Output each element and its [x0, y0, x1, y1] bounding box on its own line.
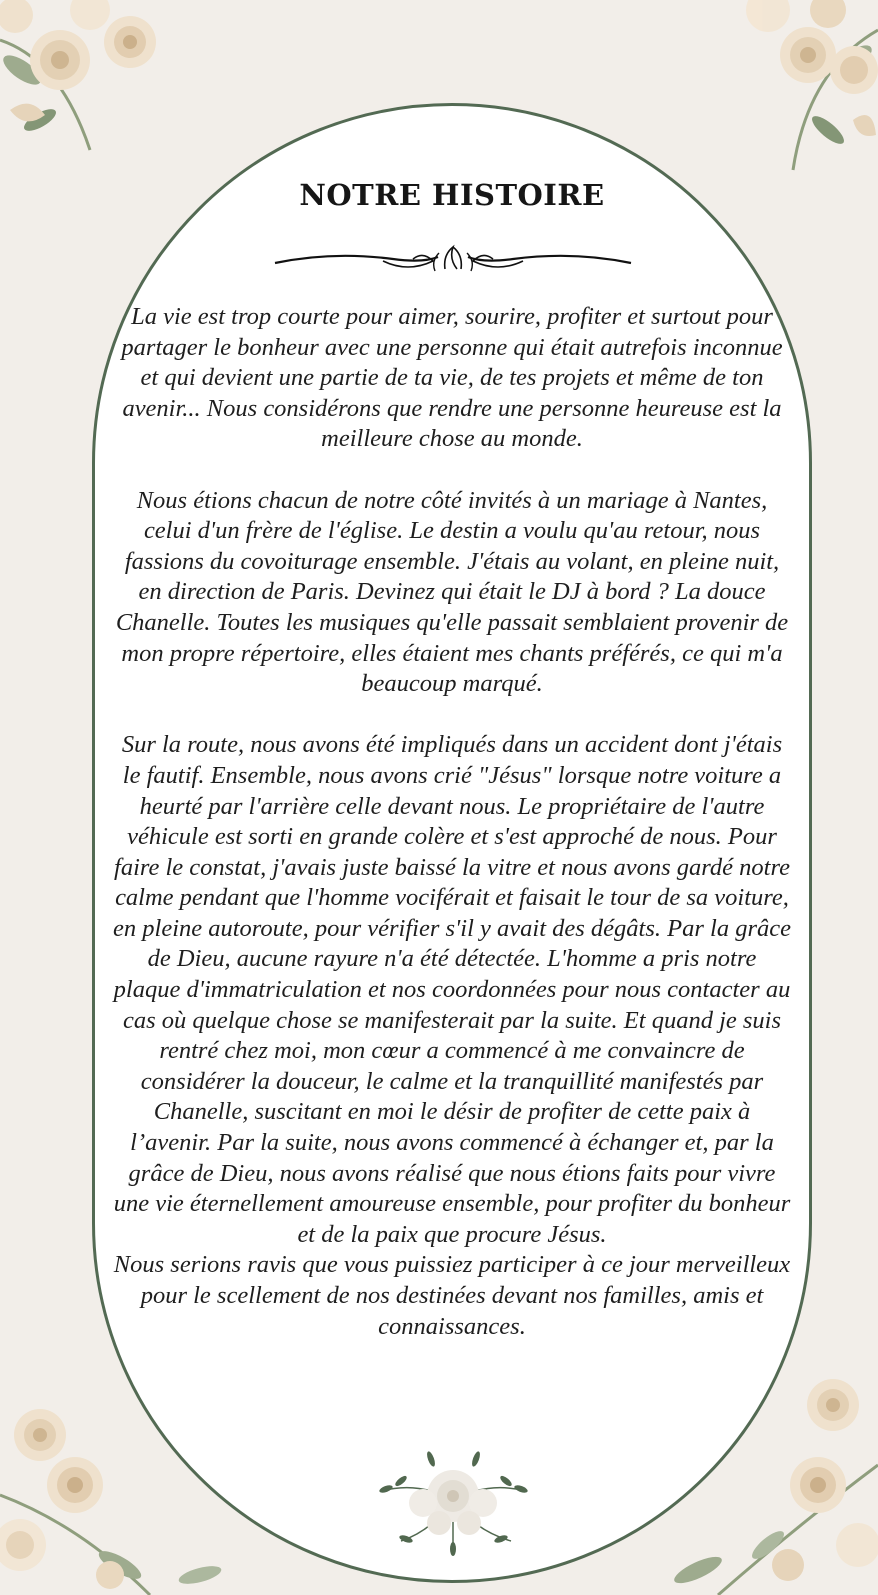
- page-title: NOTRE HISTOIRE: [299, 178, 605, 212]
- floral-bouquet-icon: [361, 1441, 546, 1561]
- story-card: [92, 103, 812, 1583]
- story-paragraph-1: La vie est trop courte pour aimer, sourire, profiter et surtout pour partager le bonheur avec une personne qui était autrefois inconnue et qui devient une partie de ta vie, de tes projets et même de ton avenir... Nous considérons que rendre une personne heureuse est la meilleure chose au monde.: [121, 303, 783, 453]
- story-paragraph-2: Nous étions chacun de notre côté invités à un mariage à Nantes, celui d'un frère de l'église. Le destin a voulu qu'au retour, nous fassions du covoiturage ensemble. J'étais au volant, en pleine nuit, en direction de Paris. Devinez qui était le DJ à bord ? La douce Chanelle. Toutes les musiques qu'elle passait semblaient provenir de mon propre répertoire, elles étaient mes chants préférés, ce qui m'a beaucoup marqué.: [115, 486, 789, 698]
- story-paragraph-4: Nous serions ravis que vous puissiez participer à ce jour merveilleux pour le scellement de nos destinées devant nos familles, amis et connaissances.: [113, 1251, 791, 1340]
- story-paragraph-3: Sur la route, nous avons été impliqués dans un accident dont j'étais le fautif. Ensemble, nous avons crié "Jésus" lorsque notre voiture a heurté par l'arrière celle devant nous. Le propriétaire de l'autre véhicule est sorti en grande colère et s'est approché de nous. Pour faire le constat, j'avais juste baissé la vitre et nous avons gardé notre calme pendant que l'homme vociférait et faisait le tour de sa voiture, en pleine autoroute, pour vérifier s'il y avait des dégâts. Par la grâce de Dieu, aucune rayure n'a été détectée. L'homme a pris notre plaque d'immatriculation et nos coordonnées pour nous contacter au cas où quelque chose se manifesterait par la suite. Et quand je suis rentré chez moi, mon cœur a commencé à me convaincre de considérer la douceur, le calme et la tranquillité manifestés par Chanelle, suscitant en moi le désir de profiter de cette paix à l’avenir. Par la suite, nous avons commencé à échanger et, par la grâce de Dieu, nous avons réalisé que nous étions faits pour vivre une vie éternellement amoureuse ensemble, pour profiter du bonheur et de la paix que procure Jésus.: [113, 731, 791, 1248]
- ornamental-flourish-icon: [273, 243, 633, 275]
- story-text: [113, 302, 791, 1342]
